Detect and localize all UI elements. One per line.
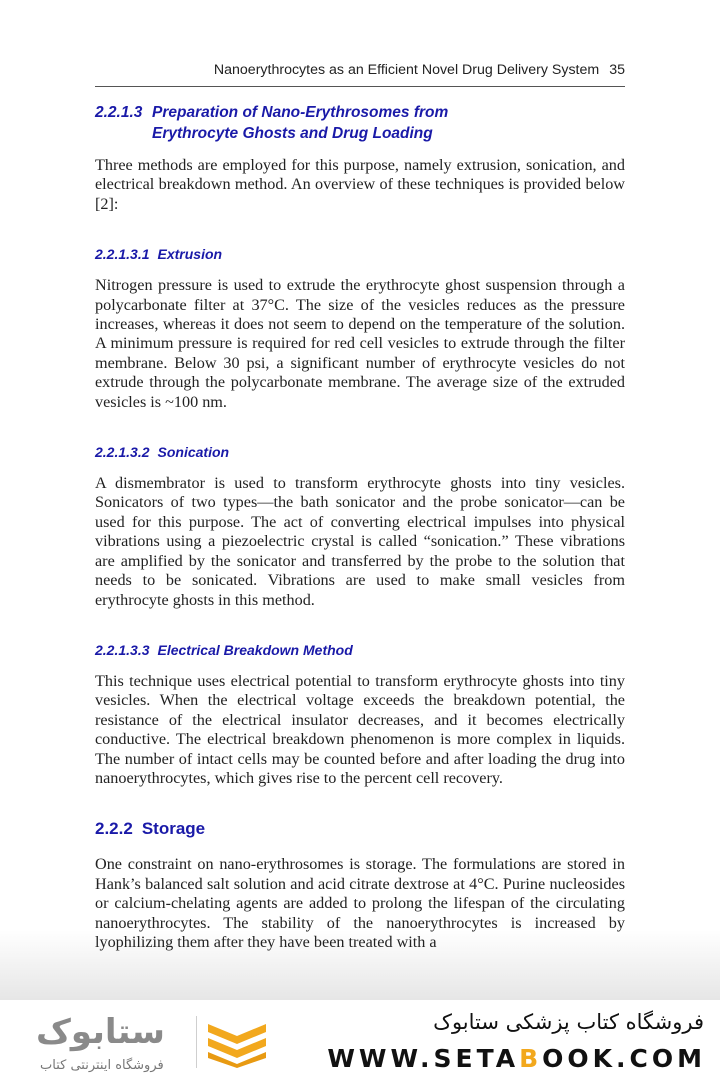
- storage-paragraph: One constraint on nano-erythrosomes is storage. The formulations are stored in Hank’s balanced salt solution and acid citrate dextrose at 4°C. Purine nucleosides or calcium-chelating agents are added to prolong the lifespan of the circulating nanoerythrocytes. The stability of the nanoerythrocytes is increased by lyophilizing them after they have been treated with a: [95, 855, 625, 951]
- book-stack-icon: [206, 1018, 268, 1068]
- store-logo-subtitle: فروشگاه اینترنتی کتاب: [40, 1058, 164, 1073]
- electrical-breakdown-paragraph: This technique uses electrical potential to transform erythrocyte ghosts into tiny vesicles. When the electrical voltage exceeds the breakdown potential, the resistance of the electrical insulator decreases, and it becomes electrically conductive. The electrical breakdown phenomenon is more complex in liquids. The number of intact cells may be counted before and after loading the drug into nanoerythrocytes, which gives rise to the percent cell recovery.: [95, 671, 625, 787]
- section-number: 2.2.1.3: [95, 104, 143, 121]
- store-name: فروشگاه کتاب پزشکی ستابوک: [433, 1010, 704, 1034]
- sonication-paragraph: A dismembrator is used to transform erythrocyte ghosts into tiny vesicles. Sonicators of two types—the bath sonicator and the probe sonicator—can be used for this purpose. The act of converting electrical impulses into physical vibrations using a piezoelectric crystal is called “sonication.” These vibrations are amplified by the sonicator and transferred by the probe to the solution that needs to be sonicated. Vibrations are used to make small vesicles from erythrocyte ghosts in this method.: [95, 474, 625, 609]
- store-logo-text: ستابوک: [36, 1012, 165, 1052]
- page-content: [95, 102, 625, 952]
- subsection-heading-electrical-breakdown: 2.2.1.3.3 Electrical Breakdown Method: [95, 641, 353, 658]
- page-number: 35: [609, 62, 625, 78]
- store-banner: [0, 1000, 720, 1080]
- section-title-line1: Preparation of Nano-Erythrosomes from: [152, 104, 449, 121]
- store-url[interactable]: WWW.SETABOOK.COM: [327, 1044, 706, 1073]
- subsection-heading-extrusion: 2.2.1.3.1 Extrusion: [95, 246, 223, 263]
- section-heading-storage: 2.2.2 Storage: [95, 819, 206, 839]
- section-title-line2: Erythrocyte Ghosts and Drug Loading: [152, 125, 433, 142]
- subsection-heading-sonication: 2.2.1.3.2 Sonication: [95, 444, 230, 461]
- running-header: [95, 62, 625, 87]
- section-heading-preparation: [95, 102, 625, 144]
- extrusion-paragraph: Nitrogen pressure is used to extrude the erythrocyte ghost suspension through a polycarbonate filter at 37°C. The size of the vesicles reduces as the pressure increases, whereas it does not seem to depend on the temperature of the solution. A minimum pressure is required for red cell vesicles to extrude through the filter membrane. Below 30 psi, a significant number of erythrocyte vesicles do not extrude through the polycarbonate membrane. The average size of the extruded vesicles is ~100 nm.: [95, 276, 625, 411]
- intro-paragraph: Three methods are employed for this purpose, namely extrusion, sonication, and electrical breakdown method. An overview of these techniques is provided below [2]:: [95, 156, 625, 213]
- running-title: Nanoerythrocytes as an Efficient Novel Drug Delivery System: [213, 62, 600, 78]
- logo-divider: [196, 1016, 197, 1068]
